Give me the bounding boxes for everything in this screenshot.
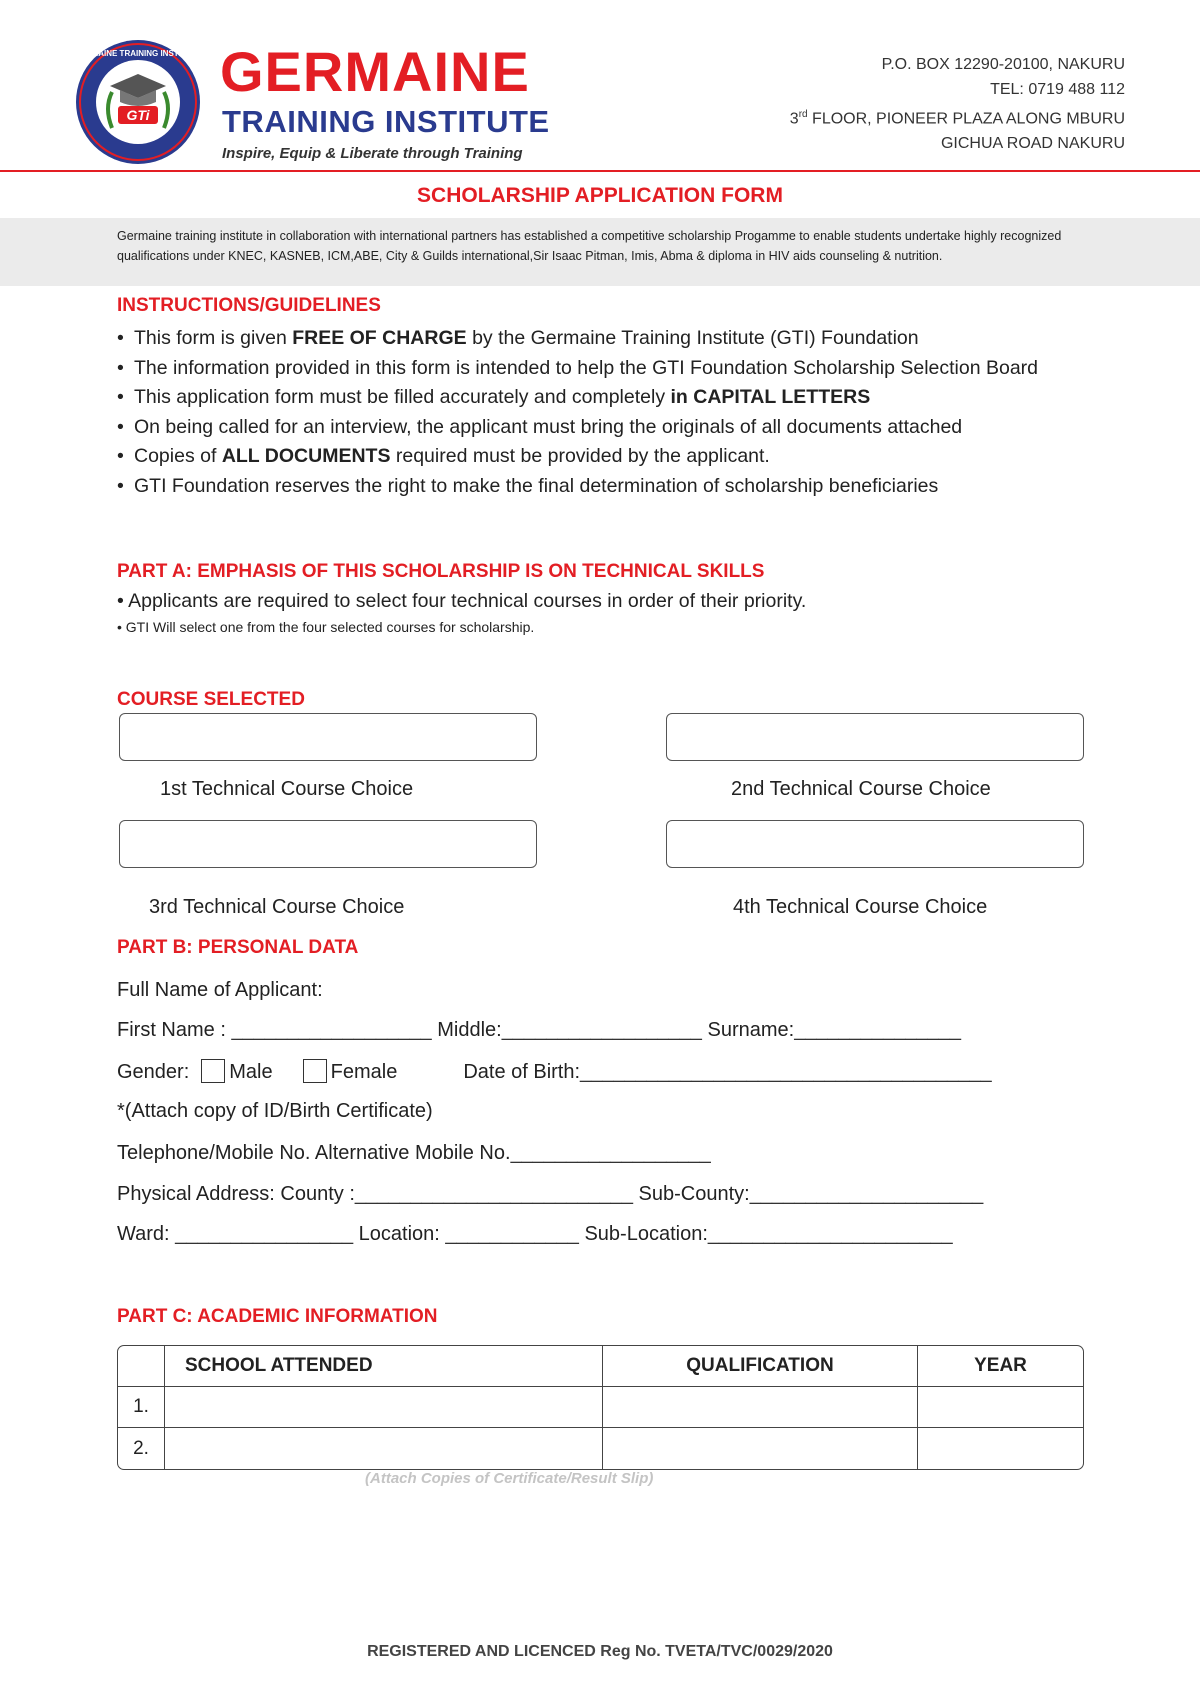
middle-name-field[interactable]: __________________ xyxy=(501,1019,702,1041)
row-number: 2. xyxy=(118,1428,165,1469)
first-name-field[interactable]: __________________ xyxy=(231,1019,432,1041)
gender-dob-row xyxy=(117,1059,992,1084)
brand-name: GERMAINE xyxy=(220,40,530,103)
qualification-cell[interactable] xyxy=(603,1428,918,1469)
surname-field[interactable]: _______________ xyxy=(794,1019,962,1041)
course-choice-1-input[interactable] xyxy=(119,713,537,761)
full-name-label: Full Name of Applicant: xyxy=(117,979,323,1001)
surname-label: Surname: xyxy=(701,1019,795,1041)
part-c-heading: PART C: ACADEMIC INFORMATION xyxy=(117,1306,438,1327)
year-cell[interactable] xyxy=(918,1428,1083,1469)
dob-label: Date of Birth: xyxy=(463,1061,581,1083)
contact-block xyxy=(790,52,1125,156)
course-choice-2-label: 2nd Technical Course Choice xyxy=(731,778,991,800)
instruction-item: • The information provided in this form is intended to help the GTI Foundation Scholarship Selection Board xyxy=(117,354,1097,384)
table-header-index xyxy=(118,1346,165,1387)
contact-telephone: TEL: 0719 488 112 xyxy=(990,81,1125,98)
instruction-item: • On being called for an interview, the applicant must bring the originals of all documents attached xyxy=(117,413,1097,443)
attach-id-note: *(Attach copy of ID/Birth Certificate) xyxy=(117,1100,433,1122)
first-name-label: First Name : xyxy=(117,1019,232,1041)
instructions-heading: INSTRUCTIONS/GUIDELINES xyxy=(117,295,381,316)
address-row xyxy=(117,1183,983,1206)
telephone-label: Telephone/Mobile No. Alternative Mobile No. xyxy=(117,1142,511,1164)
gender-label: Gender: xyxy=(117,1061,190,1083)
row-number: 1. xyxy=(118,1387,165,1428)
year-cell[interactable] xyxy=(918,1387,1083,1428)
footer-registration: REGISTERED AND LICENCED Reg No. TVETA/TVC/0029/2020 xyxy=(367,1643,833,1660)
ward-row xyxy=(117,1223,953,1246)
academic-table xyxy=(117,1345,1084,1470)
ward-field[interactable]: ________________ xyxy=(175,1223,354,1245)
sublocation-label: Sub-Location: xyxy=(578,1223,708,1245)
subcounty-field[interactable]: _____________________ xyxy=(749,1183,984,1205)
school-cell[interactable] xyxy=(165,1387,603,1428)
location-field[interactable]: ____________ xyxy=(445,1223,579,1245)
subcounty-label: Sub-County: xyxy=(632,1183,750,1205)
intro-text: Germaine training institute in collaboration with international partners has established a competitive scholarship Progamme to enable students undertake highly recognized qualifications under KNEC, KASNEB, ICM,ABE, City & Guilds international,Sir Isaac Pitman, Imis, Abma & diploma in HIV aids counseling & nutrition. xyxy=(117,229,1062,263)
female-checkbox[interactable] xyxy=(303,1059,327,1083)
table-header-qualification: QUALIFICATION xyxy=(603,1346,918,1387)
contact-address-line2: GICHUA ROAD NAKURU xyxy=(940,135,1125,153)
course-selected-heading: COURSE SELECTED xyxy=(117,689,305,710)
instruction-item: • This application form must be filled accurately and completely in CAPITAL LETTERS xyxy=(117,383,1097,413)
svg-text:GTi: GTi xyxy=(126,107,150,123)
course-choice-2-input[interactable] xyxy=(666,713,1084,761)
contact-address-line1: 3rd FLOOR, PIONEER PLAZA ALONG MBURU xyxy=(789,109,1125,128)
instruction-item: • Copies of ALL DOCUMENTS required must be provided by the applicant. xyxy=(117,442,1097,472)
middle-name-label: Middle: xyxy=(431,1019,502,1041)
instruction-item: • GTI Foundation reserves the right to make the final determination of scholarship beneficiaries xyxy=(117,472,1097,502)
svg-text:GERMAINE TRAINING INSTITUTE: GERMAINE TRAINING INSTITUTE xyxy=(74,49,202,58)
location-label: Location: xyxy=(353,1223,446,1245)
school-cell[interactable] xyxy=(165,1428,603,1469)
brand-tagline: Inspire, Equip & Liberate through Training xyxy=(222,145,523,162)
header-divider xyxy=(0,170,1200,172)
male-checkbox[interactable] xyxy=(201,1059,225,1083)
table-header-year: YEAR xyxy=(918,1346,1083,1387)
telephone-field[interactable]: __________________ xyxy=(510,1142,711,1164)
part-a-note: • GTI Will select one from the four selected courses for scholarship. xyxy=(117,619,535,635)
male-label: Male xyxy=(229,1061,273,1083)
name-row xyxy=(117,1019,961,1042)
table-row xyxy=(118,1428,1083,1469)
table-header-row xyxy=(118,1346,1083,1387)
brand-subtitle: TRAINING INSTITUTE xyxy=(222,104,550,139)
instructions-list xyxy=(117,324,1097,501)
part-a-requirement: • Applicants are required to select four technical courses in order of their priority. xyxy=(117,590,807,612)
ward-label: Ward: xyxy=(117,1223,176,1245)
form-title: SCHOLARSHIP APPLICATION FORM xyxy=(417,184,783,207)
course-choice-4-label: 4th Technical Course Choice xyxy=(733,896,988,918)
county-field[interactable]: _________________________ xyxy=(354,1183,633,1205)
course-choice-3-input[interactable] xyxy=(119,820,537,868)
table-header-school: SCHOOL ATTENDED xyxy=(165,1346,603,1387)
part-b-heading: PART B: PERSONAL DATA xyxy=(117,937,359,958)
attach-certificate-note: (Attach Copies of Certificate/Result Slip) xyxy=(365,1470,654,1487)
instruction-item: • This form is given FREE OF CHARGE by the Germaine Training Institute (GTI) Foundation xyxy=(117,324,1097,354)
female-label: Female xyxy=(330,1061,398,1083)
course-choice-3-label: 3rd Technical Course Choice xyxy=(149,896,405,918)
county-label: Physical Address: County : xyxy=(117,1183,355,1205)
dob-field[interactable]: _____________________________________ xyxy=(580,1061,992,1083)
sublocation-field[interactable]: ______________________ xyxy=(707,1223,953,1245)
course-choice-4-input[interactable] xyxy=(666,820,1084,868)
contact-po-box: P.O. BOX 12290-20100, NAKURU xyxy=(881,56,1125,73)
course-choice-1-label: 1st Technical Course Choice xyxy=(160,778,414,800)
qualification-cell[interactable] xyxy=(603,1387,918,1428)
institute-logo xyxy=(74,38,202,166)
telephone-row xyxy=(117,1142,711,1165)
table-row xyxy=(118,1387,1083,1428)
part-a-heading: PART A: EMPHASIS OF THIS SCHOLARSHIP IS ON TECHNICAL SKILLS xyxy=(117,561,765,582)
